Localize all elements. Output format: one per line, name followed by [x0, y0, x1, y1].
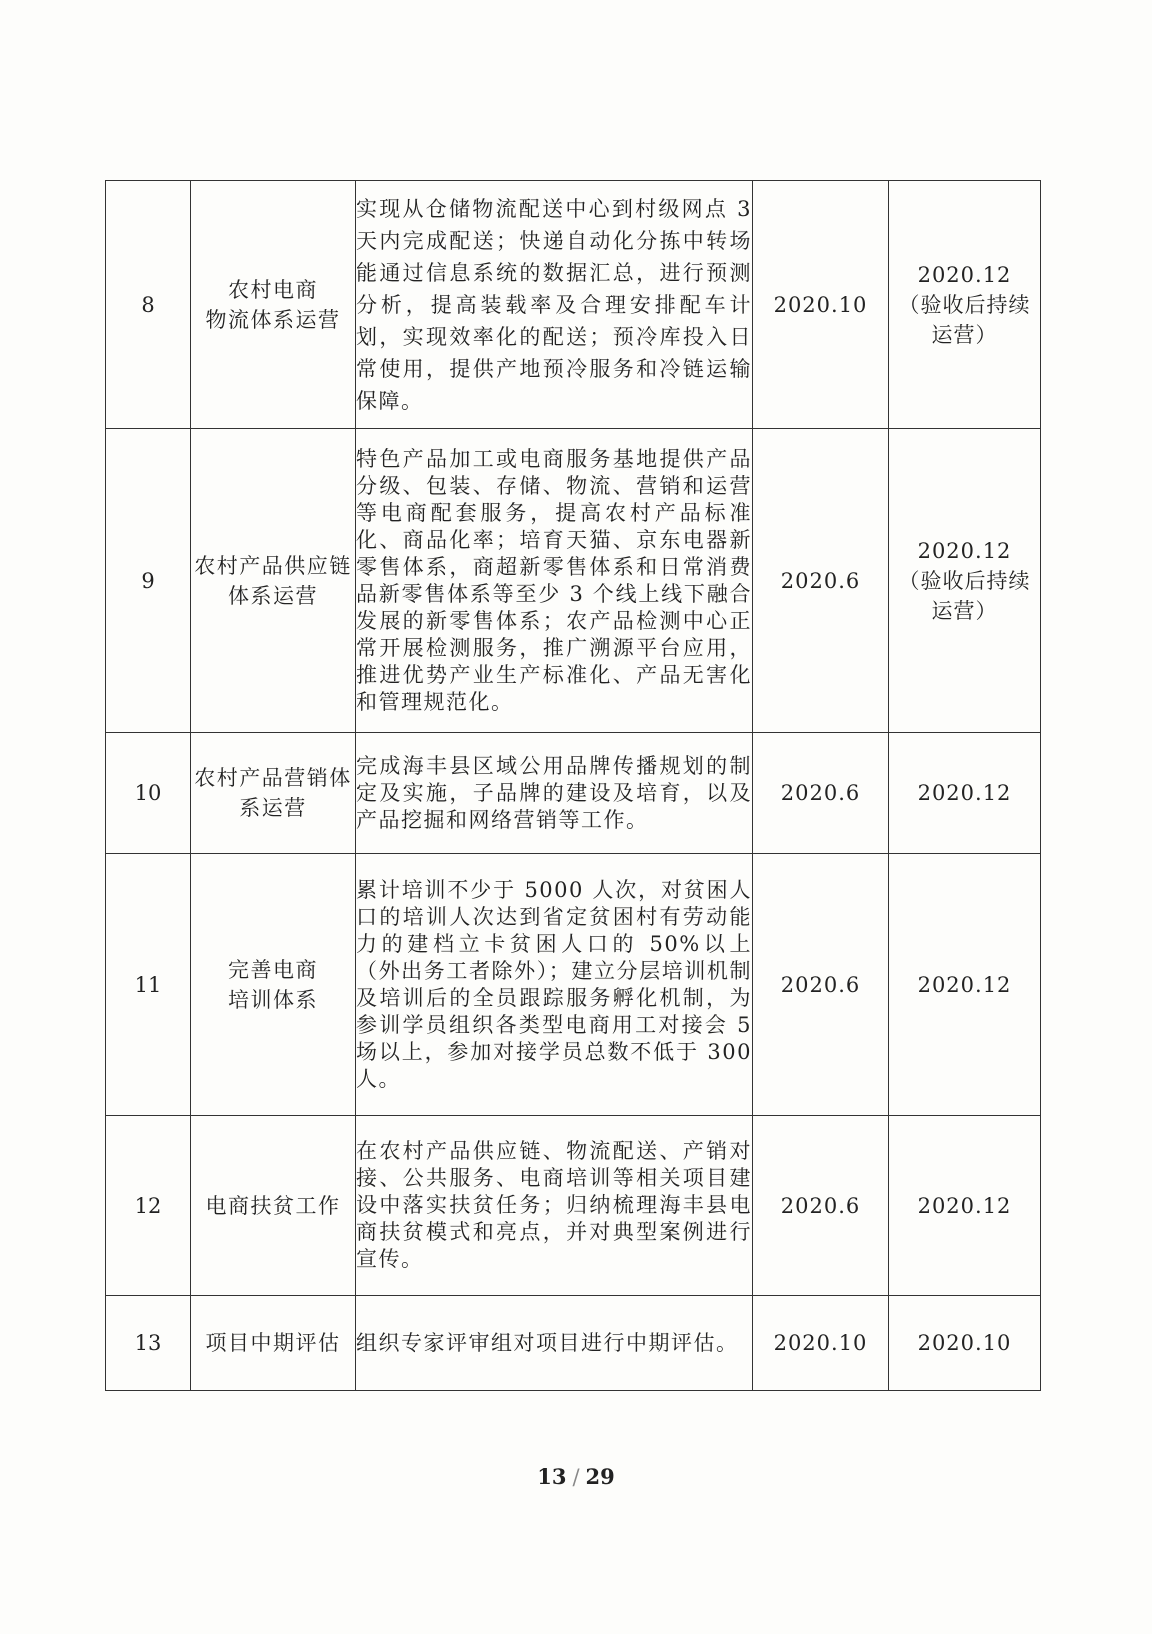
content-cell: 在农村产品供应链、物流配送、产销对接、公共服务、电商培训等相关项目建设中落实扶贫任务；归纳梳理海丰县电商扶贫模式和亮点，并对典型案例进行宣传。 — [356, 1116, 753, 1296]
page-number — [0, 1464, 1152, 1489]
row-number-cell: 8 — [106, 181, 191, 429]
project-name-cell: 完善电商 培训体系 — [191, 854, 356, 1116]
current-page: 13 — [537, 1464, 567, 1489]
start-date-cell: 2020.6 — [753, 429, 889, 733]
total-pages: 29 — [585, 1464, 615, 1489]
project-schedule-table — [105, 180, 1041, 1391]
project-name-cell: 农村电商 物流体系运营 — [191, 181, 356, 429]
start-date-cell: 2020.10 — [753, 181, 889, 429]
row-number-cell: 9 — [106, 429, 191, 733]
start-date-cell: 2020.6 — [753, 1116, 889, 1296]
table-row — [106, 1296, 1041, 1391]
content-cell: 组织专家评审组对项目进行中期评估。 — [356, 1296, 753, 1391]
row-number-cell: 12 — [106, 1116, 191, 1296]
end-date-cell: 2020.12 （验收后持续 运营） — [889, 181, 1041, 429]
project-name-cell: 农村产品供应链 体系运营 — [191, 429, 356, 733]
end-date-cell: 2020.12 — [889, 733, 1041, 854]
project-name-cell: 农村产品营销体 系运营 — [191, 733, 356, 854]
row-number-cell: 10 — [106, 733, 191, 854]
project-name-cell: 项目中期评估 — [191, 1296, 356, 1391]
table-row — [106, 854, 1041, 1116]
start-date-cell: 2020.6 — [753, 733, 889, 854]
end-date-cell: 2020.12 — [889, 854, 1041, 1116]
start-date-cell: 2020.6 — [753, 854, 889, 1116]
page-separator: / — [572, 1465, 580, 1489]
start-date-cell: 2020.10 — [753, 1296, 889, 1391]
content-cell: 累计培训不少于 5000 人次，对贫困人口的培训人次达到省定贫困村有劳动能力的建档立卡贫困人口的 50%以上（外出务工者除外）；建立分层培训机制及培训后的全员跟踪服务孵化机制，为参训学员组织各类型电商用工对接会 5 场以上，参加对接学员总数不低于 300 人。 — [356, 854, 753, 1116]
content-cell: 特色产品加工或电商服务基地提供产品分级、包装、存储、物流、营销和运营等电商配套服务，提高农村产品标准化、商品化率；培育天猫、京东电器新零售体系，商超新零售体系和日常消费品新零售体系等至少 3 个线上线下融合发展的新零售体系；农产品检测中心正常开展检测服务，推广溯源平台应用，推进优势产业生产标准化、产品无害化和管理规范化。 — [356, 429, 753, 733]
table-row — [106, 733, 1041, 854]
table-row — [106, 1116, 1041, 1296]
content-cell: 完成海丰县区域公用品牌传播规划的制定及实施，子品牌的建设及培育，以及产品挖掘和网络营销等工作。 — [356, 733, 753, 854]
row-number-cell: 11 — [106, 854, 191, 1116]
end-date-cell: 2020.12 — [889, 1116, 1041, 1296]
table-row — [106, 181, 1041, 429]
end-date-cell: 2020.10 — [889, 1296, 1041, 1391]
content-cell: 实现从仓储物流配送中心到村级网点 3 天内完成配送；快递自动化分拣中转场能通过信息系统的数据汇总，进行预测分析，提高装载率及合理安排配车计划，实现效率化的配送；预冷库投入日常使用，提供产地预冷服务和冷链运输保障。 — [356, 181, 753, 429]
row-number-cell: 13 — [106, 1296, 191, 1391]
end-date-cell: 2020.12 （验收后持续 运营） — [889, 429, 1041, 733]
table-row — [106, 429, 1041, 733]
project-name-cell: 电商扶贫工作 — [191, 1116, 356, 1296]
